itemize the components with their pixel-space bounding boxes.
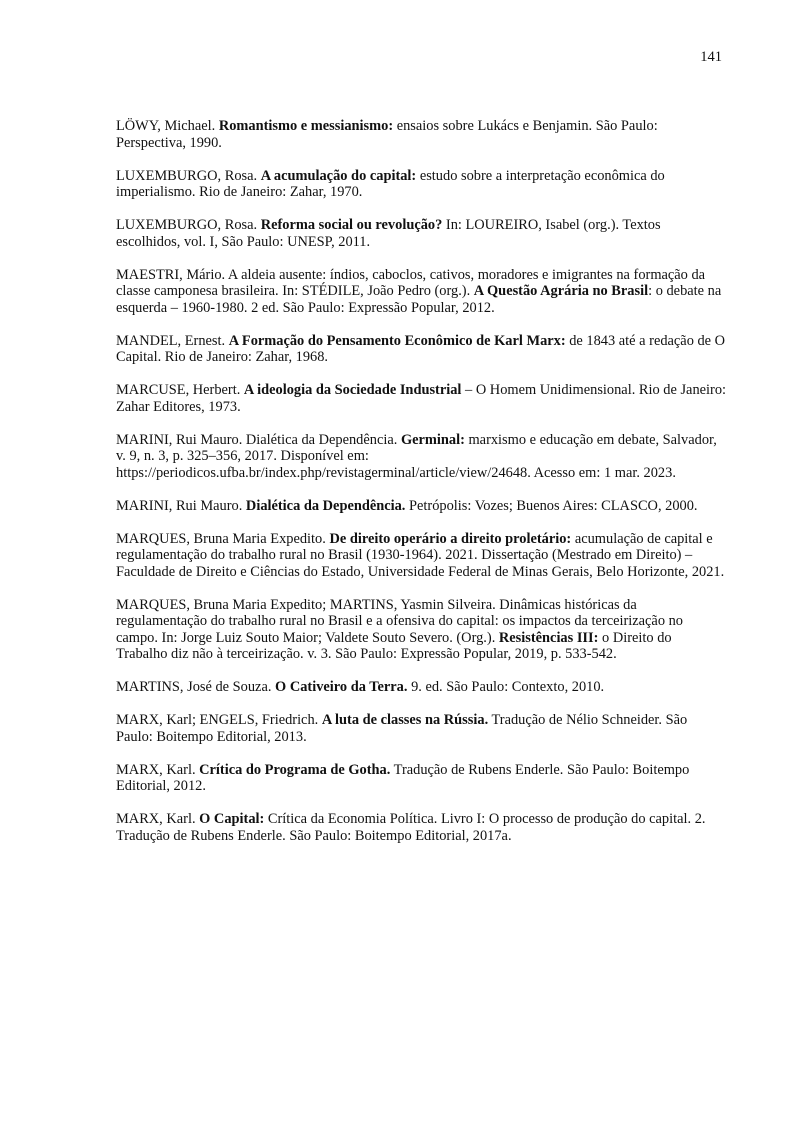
reference-text: Petrópolis: Vozes; Buenos Aires: CLASCO, 2000. [405,497,698,514]
reference-entry [116,762,726,795]
reference-text: Tradução de Rubens Enderle. São Paulo: Boitempo Editorial, 2012. [116,761,690,794]
reference-title: O Capital: [199,811,265,827]
reference-text: 9. ed. São Paulo: Contexto, 2010. [407,679,605,695]
reference-entry [116,333,726,366]
reference-text: estudo sobre a interpretação econômica do imperialismo. Rio de Janeiro: Zahar, 1970. [116,167,665,200]
reference-text: MARQUES, Bruna Maria Expedito. [116,530,330,547]
reference-title: Romantismo e messianismo: [218,118,394,134]
reference-text: Crítica da Economia Política. Livro I: O processo de produção do capital. 2. Tradução de Rubens Enderle. São Paulo: Boitempo Editorial, 2017a. [116,811,706,844]
reference-text: marxismo e educação em debate, Salvador, v. 9, n. 3, p. 325–356, 2017. Disponível em: https://periodicos.ufba.br/index.php/revistagerminal/article/view/24648. Acesso em: 1 mar. 2023. [116,431,717,481]
reference-text: ensaios sobre Lukács e Benjamin. São Paulo: Perspectiva, 1990. [116,118,658,151]
reference-entry [116,679,726,696]
reference-entry [116,267,726,317]
reference-title: A Formação do Pensamento Econômico de Karl Marx: [228,332,566,349]
reference-title: A acumulação do capital: [260,167,417,184]
reference-entry [116,811,726,844]
page-number: 141 [700,49,722,65]
reference-text: MARTINS, José de Souza. [116,679,276,695]
reference-title: A ideologia da Sociedade Industrial [243,382,462,398]
reference-title: Reforma social ou revolução? [260,217,443,233]
reference-title: Dialética da Dependência. [245,497,406,514]
reference-title: A luta de classes na Rússia. [321,712,489,728]
reference-text: MARINI, Rui Mauro. Dialética da Dependência. [116,431,401,448]
reference-text: de 1843 até a redação de O Capital. Rio de Janeiro: Zahar, 1968. [116,332,726,365]
reference-text: MARX, Karl. [116,761,200,778]
reference-text: LUXEMBURGO, Rosa. [116,167,261,184]
reference-text: MARCUSE, Herbert. [116,382,244,398]
reference-entry [116,382,726,415]
reference-text: Tradução de Nélio Schneider. São Paulo: Boitempo Editorial, 2013. [116,712,688,745]
reference-text: : o debate na esquerda – 1960-1980. 2 ed. São Paulo: Expressão Popular, 2012. [116,283,722,316]
reference-text: MAESTRI, Mário. A aldeia ausente: índios, caboclos, cativos, moradores e imigrantes na formação da classe camponesa brasileira. In: STÉDILE, João Pedro (org.). [116,266,706,299]
reference-entry [116,498,726,515]
reference-title: A Questão Agrária no Brasil [473,283,649,299]
reference-entry [116,168,726,201]
reference-text: LUXEMBURGO, Rosa. [116,217,261,233]
reference-text: o Direito do Trabalho diz não à terceirização. v. 3. São Paulo: Expressão Popular, 2019, p. 533-542. [116,629,672,662]
reference-title: Crítica do Programa de Gotha. [199,761,391,778]
reference-text: MARINI, Rui Mauro. [116,497,246,514]
reference-title: De direito operário a direito proletário: [329,530,572,547]
reference-title: Germinal: [400,431,465,448]
reference-text: LÖWY, Michael. [116,118,219,134]
reference-text: – O Homem Unidimensional. Rio de Janeiro: Zahar Editores, 1973. [116,382,727,415]
reference-text: MARX, Karl. [116,811,200,827]
reference-entry [116,432,726,482]
reference-text: acumulação de capital e regulamentação do trabalho rural no Brasil (1930-1964). 2021. Dissertação (Mestrado em Direito) – Faculdade de Direito e Ciências do Estado, Universidade Federal de Minas Gerais, Belo Horizonte, 2021. [116,530,725,580]
reference-text: MANDEL, Ernest. [116,332,229,349]
reference-entry [116,531,726,581]
reference-entry [116,217,726,250]
reference-text: MARX, Karl; ENGELS, Friedrich. [116,712,322,728]
reference-title: Resistências III: [498,629,599,646]
reference-entry [116,712,726,745]
reference-entry [116,118,726,151]
reference-title: O Cativeiro da Terra. [275,679,408,695]
reference-text: MARQUES, Bruna Maria Expedito; MARTINS, Yasmin Silveira. Dinâmicas históricas da regulamentação do trabalho rural no Brasil e a ofensiva do capital: os impactos da terceirização no campo. In: Jorge Luiz Souto Maior; Valdete Souto Severo. (Org.). [116,596,683,646]
reference-text: In: LOUREIRO, Isabel (org.). Textos escolhidos, vol. I, São Paulo: UNESP, 2011. [116,217,661,250]
reference-list [116,118,726,861]
reference-entry [116,597,726,663]
